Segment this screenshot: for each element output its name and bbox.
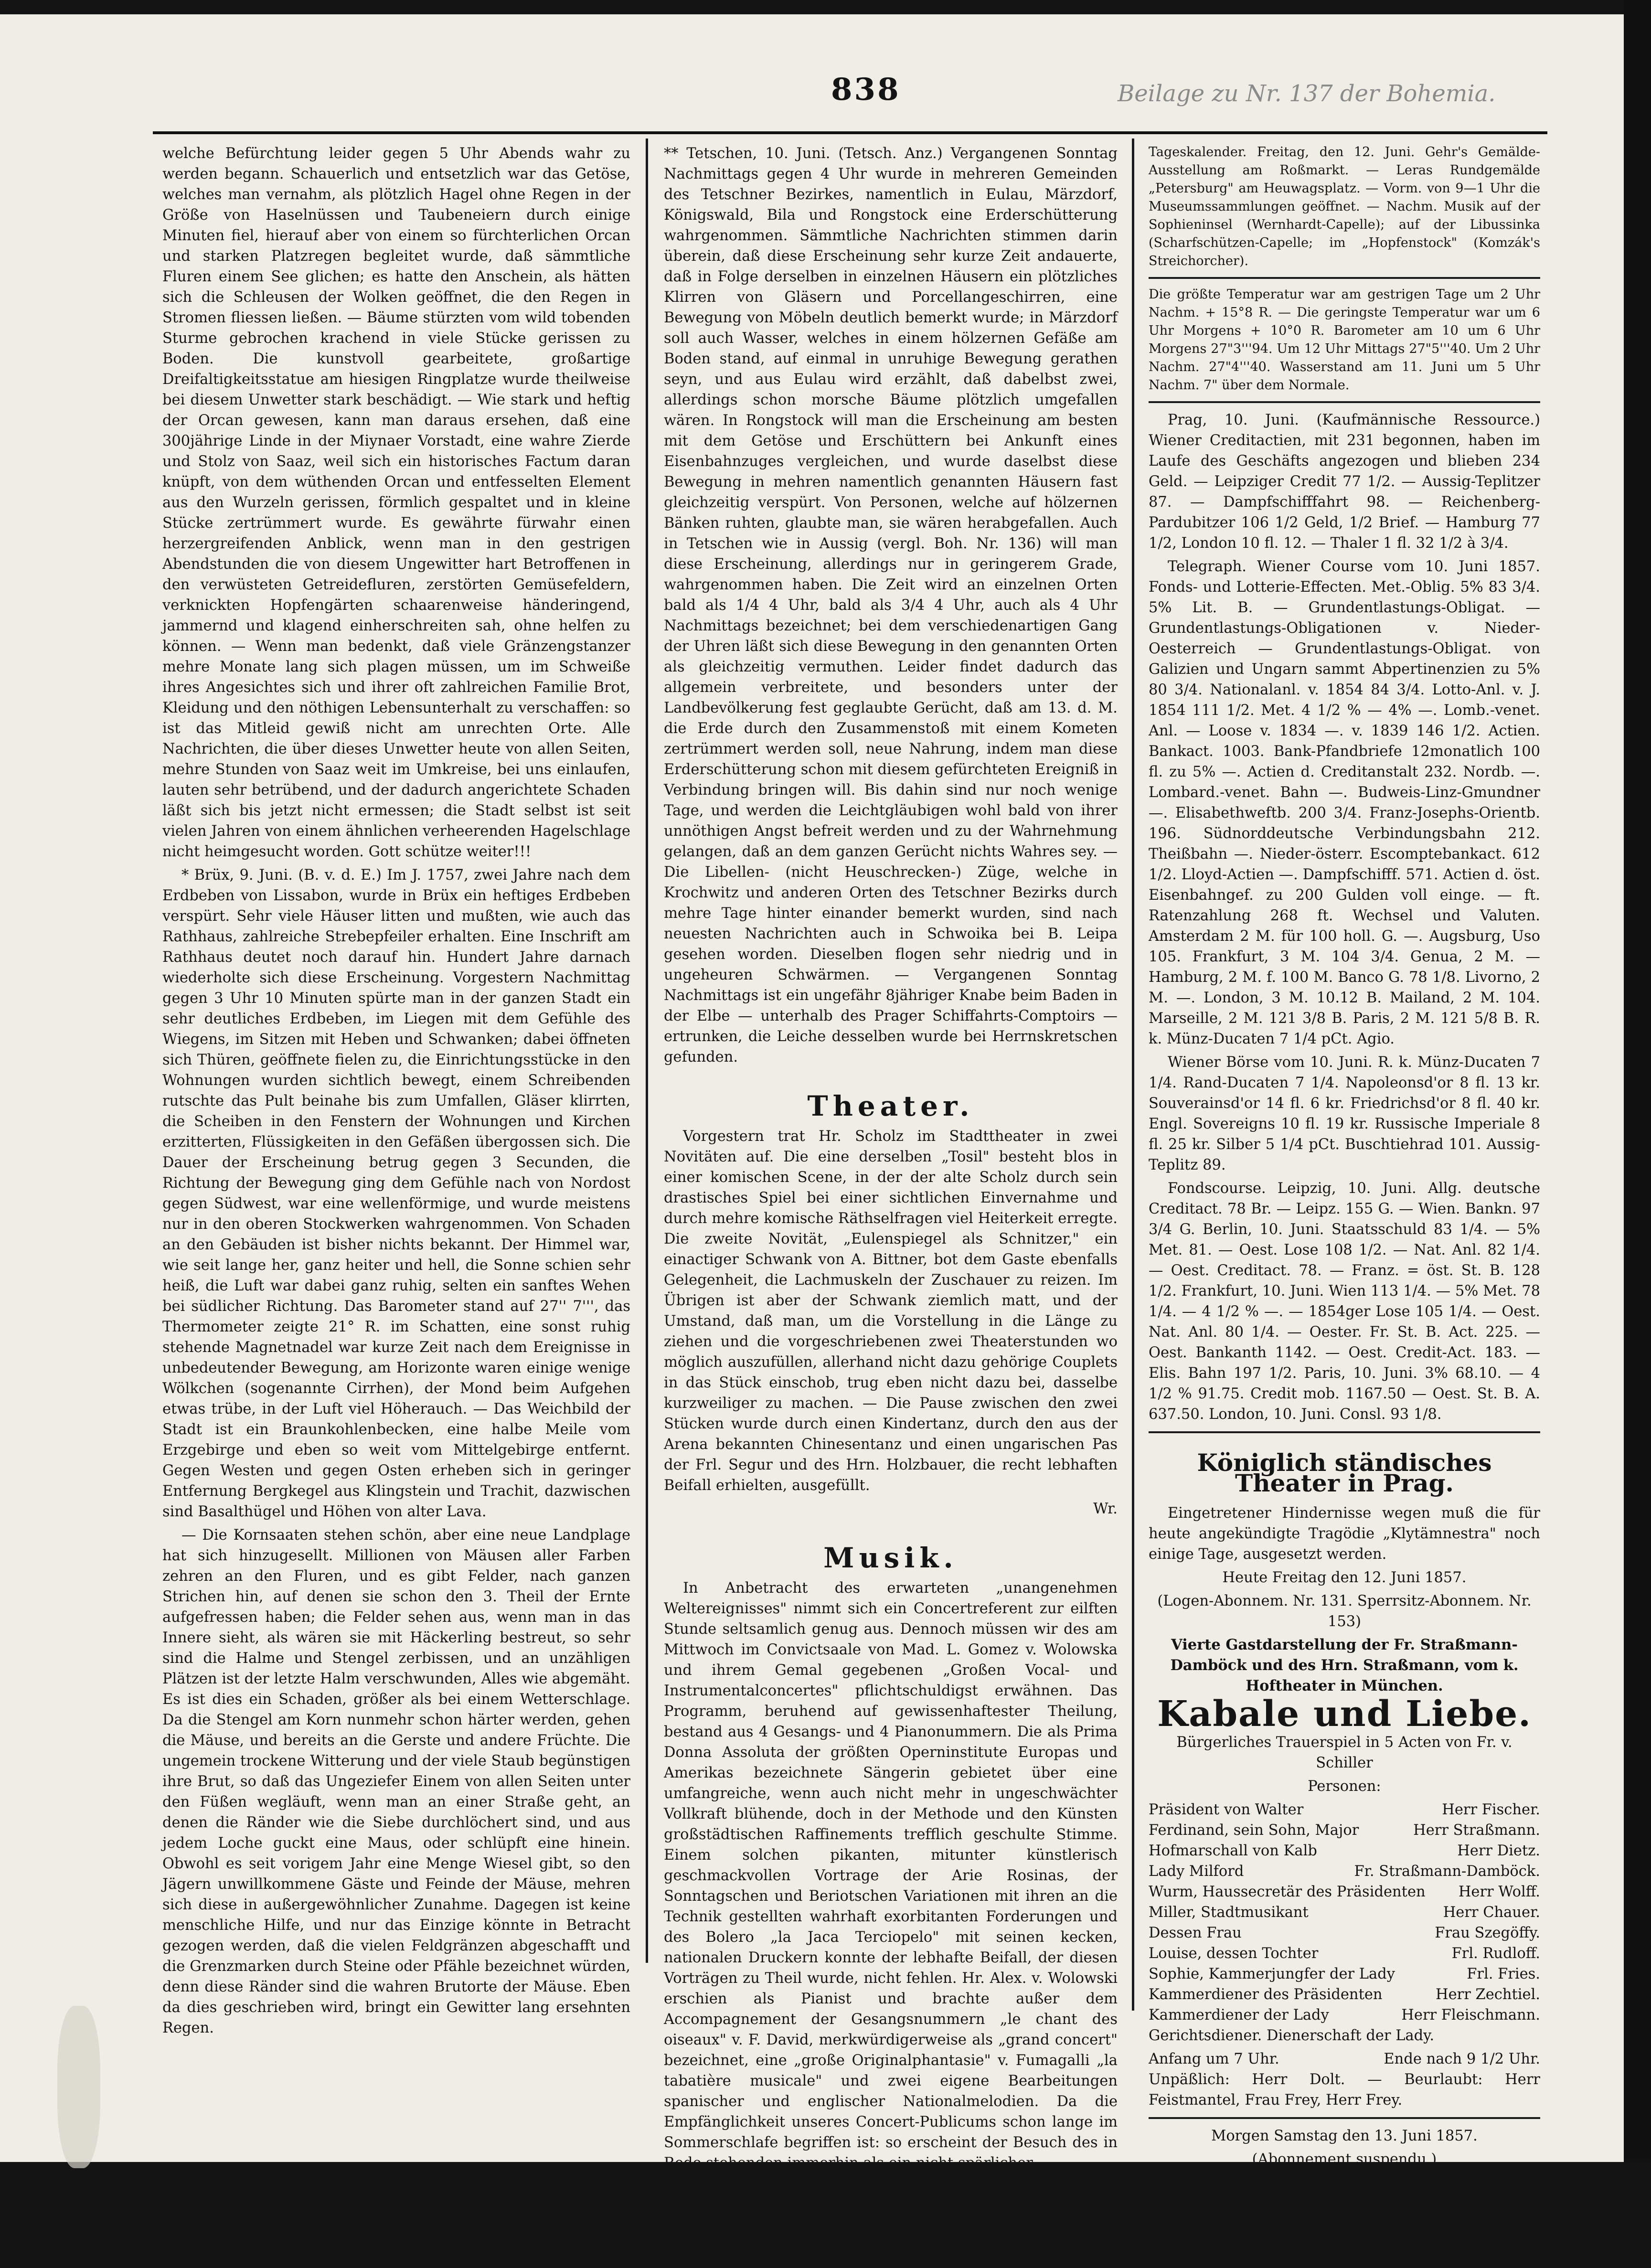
actor: Frau Szegöffy. — [1435, 1925, 1540, 1941]
page-number: 838 — [831, 72, 901, 107]
role: Lady Milford — [1149, 1863, 1244, 1880]
next-performance-date: Morgen Samstag den 13. Juni 1857. — [1211, 2128, 1478, 2144]
opera-title: Die Hochzeit des Figaro. — [1173, 2216, 1516, 2245]
actor: Herr Straßmann. — [1413, 1822, 1540, 1839]
end-time: Ende nach 9 1/2 Uhr. — [1384, 2051, 1540, 2067]
musik-signature: V. — [1105, 2178, 1118, 2195]
start-time: Anfang um 7 Uhr. — [1149, 2051, 1279, 2067]
role: Miller, Stadtmusikant — [1149, 1904, 1309, 1921]
cast-row — [1149, 1943, 1540, 1964]
actor: Herr Fischer. — [1442, 1801, 1540, 1818]
performance-date: Heute Freitag den 12. Juni 1857. — [1222, 1569, 1467, 1586]
actor: Herr Wolff. — [1458, 1884, 1540, 1900]
cast-extras: Gerichtsdiener. Dienerschaft der Lady. — [1149, 2027, 1435, 2044]
cast-row — [1149, 1964, 1540, 1984]
tageskalender: Tageskalender. Freitag, den 12. Juni. Gehr's Gemälde-Ausstellung am Roßmarkt. — Leras Rundgemälde „Petersburg" am Heuwagsplatz. — Vorm. von 9—1 Uhr die Museumssammlungen geöffnet. — Nachm. Musik auf der Sophieninsel (Wernhardt-Capelle); auf der Libussinka (Scharfschützen-Capelle; im „Hopfenstock" (Komzák's Streichorcher). — [1149, 145, 1540, 268]
header-rule — [153, 131, 1547, 134]
rule — [1149, 1431, 1540, 1433]
tetschen-report: ** Tetschen, 10. Juni. (Tetsch. Anz.) Vergangenen Sonntag Nachmittags gegen 4 Uhr wurde in mehreren Gemeinden des Tetschner Bezirkes, namentlich in Eulau, Märzdorf, Königswald, Bila und Rongstock eine Erderschütterung wahrgenommen. Sämmtliche Nachrichten stimmen darin überein, daß diese Erscheinung sehr kurze Zeit andauerte, daß in Folge derselben in einzelnen Häusern ein plötzliches Klirren von Gläsern und Porcellangeschirren, eine Bewegung von Möbeln deutlich bemerkt wurde; in Märzdorf soll auch Wasser, welches in einem hölzernen Gefäße am Boden stand, auf einmal in unruhige Bewegung gerathen seyn, und aus Eulau wird erzählt, daß dabelbst zwei, allerdings schon morsche Bäume plötzlich umgefallen wären. In Rongstock will man die Erscheinung am besten mit dem Getöse und Erschüttern bei Ankunft eines Eisenbahnzuges vergleichen, und wurde daselbst diese Bewegung in mehren namentlich genannten Häusern fast gleichzeitig verspürt. Von Personen, welche auf hölzernen Bänken ruhten, glaubte man, sie wären herabgefallen. Auch in Tetschen wie in Aussig (vergl. Boh. Nr. 136) will man diese Erscheinung, allerdings nur in geringerem Grade, wahrgenommen haben. Die Zeit wird an einzelnen Orten bald als 1/4 4 Uhr, bald als 3/4 4 Uhr, auch als 4 Uhr Nachmittags bezeichnet; bei dem verschiedenartigen Gang der Uhren läßt sich diese Bewegung in den genannten Orten als gleichzeitig vermuthen. Leider findet dadurch das allgemein verbreitete, und besonders unter der Landbevölkerung fest geglaubte Gerücht, daß am 13. d. M. die Erde durch den Zusammenstoß mit einem Kometen zertrümmert werden soll, neue Nahrung, indem man diese Erderschütterung schon mit diesem gefürchteten Ereigniß in Verbindung bringen will. Bis dahin sind nur noch wenige Tage, und werden die Leichtgläubigen wohl bald von ihrer unnöthigen Angst befreit werden und zu der Wahrnehmung gelangen, daß an dem ganzen Gerücht nichts Wahres sey. — Die Libellen- (nicht Heuschrecken-) Züge, welche in Krochwitz und anderen Orten des Tetschner Bezirks durch mehre Tage hinter einander bemerkt wurden, sind nach neuesten Nachrichten auch in Schwoika bei B. Leipa gesehen worden. Dieselben flogen sehr niedrig und in ungeheuren Schwärmen. — Vergangenen Sonntag Nachmittags ist ein ungefähr 8jähriger Knabe beim Baden in der Elbe — unterhalb des Prager Schiffahrts-Comptoirs — ertrunken, die Leiche desselben wurde bei Herrnskretschen gefunden. — [664, 145, 1118, 1065]
abonnement-suspended: (Abonnement suspendu.) — [1252, 2151, 1437, 2168]
theater-announcement-title: Königlich ständisches Theater in Prag. — [1197, 1448, 1492, 1497]
fondscourse: Fondscourse. Leipzig, 10. Juni. Allg. deutsche Creditact. 78 Br. — Leipz. 155 G. — Wien. Bankn. 97 3/4 G. Berlin, 10. Juni. Staatsschuld 83 1/4. — 5% Met. 81. — Oest. Lose 108 1/2. — Nat. Anl. 82 1/4. — Oest. Creditact. 78. — Franz. = öst. St. B. 128 1/2. Frankfurt, 10. Juni. Wien 113 1/4. — 5% Met. 78 1/4. — 4 1/2 % —. — 1854ger Lose 105 1/4. — Oest. Nat. Anl. 80 1/4. — Oester. Fr. St. B. Act. 225. — Oest. Bankanth 1142. — Oest. Credit-Act. 183. — Elis. Bahn 197 1/2. Paris, 10. Juni. 3% 68.10. — 4 1/2 % 91.75. Credit mob. 1167.50 — Oest. St. B. A. 637.50. London, 10. Juni. Consl. 93 1/8. — [1149, 1180, 1540, 1423]
guest-performance: Vierte Gastdarstellung der Fr. Straßmann-Damböck und des Hrn. Straßmann, vom k. Hoftheater in München. — [1170, 1636, 1519, 1694]
times-row — [1149, 2049, 1540, 2069]
cast-row — [1149, 1902, 1540, 1923]
cast-row — [1149, 2005, 1540, 2025]
actor: Frl. Rudloff. — [1451, 1945, 1540, 1962]
role: Kammerdiener der Lady — [1149, 2007, 1329, 2023]
cast-row — [1149, 1923, 1540, 1943]
cast-row — [1149, 1984, 1540, 2005]
role: Sophie, Kammerjungfer der Lady — [1149, 1966, 1395, 1982]
role: Hofmarschall von Kalb — [1149, 1842, 1317, 1859]
actor: Fr. Straßmann-Damböck. — [1354, 1863, 1540, 1880]
actor: Herr Fleischmann. — [1401, 2007, 1540, 2023]
column-3 — [1149, 143, 1540, 2266]
scan-edge — [1624, 0, 1651, 2162]
musik-review: In Anbetracht des erwarteten „unangenehmen Weltereignisses" nimmt sich ein Concertreferent zur eilften Stunde seltsamlich genug aus. Dennoch müssen wir des am Mittwoch im Convictsaale von Mad. L. Gomez v. Wolowska und ihrem Gemal gegebenen „Großen Vocal- und Instrumentalconcertes" pflichtschuldigst erwähnen. Das Programm, beruhend auf gewissenhaftester Theilung, bestand aus 4 Gesangs- und 4 Pianonummern. Die als Prima Donna Assoluta der größten Operninstitute Europas und Amerikas bezeichnete Sängerin gebietet über eine umfangreiche, wenn auch nicht mehr in ungeschwächter Vollkraft blühende, doch in der Methode und den Künsten großstädtischen Raffinements trefflich geschulte Stimme. Einem solchen pikanten, mitunter künstlerisch geschmackvollen Vortrage der Arie Rosinas, der Sonntagschen und Beriotschen Variationen mit ihren an die Technik gestellten wahrhaft exorbitanten Forderungen und des Bolero „la Jaca Terciopelo" mit seinen kecken, nationalen Druckern konnte der lebhafte Beifall, der diesen Vorträgen zu Theil wurde, nicht fehlen. Hr. Alex. v. Wolowski erschien als Pianist und brachte außer dem Accompagnement der Gesangsnummern „le chant des oiseaux" v. F. David, merkwürdigerweise als „grand concert" bezeichnet, eine „große Originalphantasie" v. Fumagalli „la tabatière musicale" und zwei eigene Bearbeitungen spanischer und englischer Nationalmelodien. Da die Empfänglichkeit unseres Concert-Publicums schon lange im Sommerschlafe begriffen ist: so erscheint der Besuch des in Rede stehenden immerhin als ein nicht spärlicher. — [664, 1580, 1118, 2172]
role: Dessen Frau — [1149, 1925, 1242, 1941]
benefit-performance: Vierte Gastdarstellung und zum Vortheile des Frls. Louise Liebhardt. — [1158, 2174, 1531, 2212]
cast-row — [1149, 1882, 1540, 1902]
newspaper-page — [0, 14, 1624, 2266]
cast-heading: Personen: — [1308, 1778, 1381, 1795]
column-divider-2 — [1132, 138, 1134, 2011]
actor: Herr Zechtiel. — [1436, 1986, 1540, 2003]
theater-heading: Theater. — [807, 1090, 974, 1122]
brux-earthquake-report: * Brüx, 9. Juni. (B. v. d. E.) Im J. 1757, zwei Jahre nach dem Erdbeben von Lissabon, wurde in Brüx ein heftiges Erdbeben verspürt. Sehr viele Häuser litten und mußten, wie auch das Rathhaus, zahlreiche Strebepfeiler erhalten. Eine Inschrift am Rathhaus deutet noch darauf hin. Hundert Jahre darnach wiederholte sich diese Erscheinung. Vorgestern Nachmittag gegen 3 Uhr 10 Minuten spürte man in der ganzen Stadt ein sehr deutliches Erdbeben, im Liegen mit dem Gefühle des Wiegens, im Sitzen mit Heben und Schwanken; dabei öffneten sich Thüren, geöffnete fielen zu, die Einrichtungsstücke in den Wohnungen wurden sichtlich bewegt, einem Schreibenden rutschte das Pult beinahe bis zum Umfallen, Gläser klirrten, die Scheiben in den Fenstern der Wohnungen und Kirchen erzitterten, Flüssigkeiten in den Gefäßen übergossen sich. Die Dauer der Erscheinung betrug gegen 3 Secunden, die Richtung der Bewegung ging dem Gefühle nach von Nordost gegen Südwest, war eine wellenförmige, und wurde meistens nur in den oberen Stockwerken wahrgenommen. Von Schaden an den Gebäuden ist bisher nichts bekannt. Der Himmel war, wie seit lange her, ganz heiter und hell, die Sonne schien sehr heiß, die Luft war dabei ganz ruhig, selten ein sanftes Wehen bei südlicher Richtung. Das Barometer stand auf 27'' 7''', das Thermometer zeigte 21° R. im Schatten, eine sonst ruhig stehende Magnetnadel war kurze Zeit nach dem Ereignisse in unbedeutender Bewegung, am Horizonte waren einige wenige Wölkchen (sogenannte Cirrhen), der Mond beim Aufgehen etwas trübe, in der Luft viel Höherauch. — Das Weichbild der Stadt ist ein Braunkohlenbecken, eine halbe Meile vom Erzgebirge und eben so weit vom Mittelgebirge entfernt. Gegen Westen und gegen Osten erheben sich in geringer Entfernung Bergkegel aus Klingstein und Trachit, dazwischen sind Basalthügel und Höhen von alter Lava. — [162, 867, 630, 1520]
weather-report: Die größte Temperatur war am gestrigen Tage um 2 Uhr Nachm. + 15°8 R. — Die geringste Temperatur war um 6 Uhr Morgens + 10°0 R. Barometer am 10 um 6 Uhr Morgens 27"3'''94. Um 12 Uhr Mittags 27"5'''40. Um 2 Uhr Nachm. 27"4'''40. Wasserstand am 11. Juni um 5 Uhr Nachm. 7" über dem Normale. — [1149, 287, 1540, 393]
column-1 — [162, 143, 630, 2063]
rule — [1149, 401, 1540, 403]
vienna-telegraph-course: Telegraph. Wiener Course vom 10. Juni 1857. Fonds- und Lotterie-Effecten. Met.-Oblig. 5% 83 3/4. 5% Lit. B. — Grundentlastungs-Obligat. — Grundentlastungs-Obligationen v. Nieder-Oesterreich — Grundentlastungs-Obligat. von Galizien und Ungarn sammt Abpertinenzien zu 5% 80 3/4. Nationalanl. v. 1854 84 3/4. Lotto-Anl. v. J. 1854 111 1/2. Met. 4 1/2 % — 4% —. Lomb.-venet. Anl. — Loose v. 1834 —. v. 1839 146 1/2. Actien. Bankact. 1003. Bank-Pfandbriefe 12monatlich 100 fl. zu 5% —. Actien d. Creditanstalt 232. Nordb. —. Lombard.-venet. Bahn —. Budweis-Linz-Gmundner —. Elisabethweftb. 200 3/4. Franz-Josephs-Orientb. 196. Südnorddeutsche Verbindungsbahn 212. Theißbahn —. Nieder-österr. Escomptebankact. 612 1/2. Lloyd-Actien —. Dampfschifff. 571. Actien d. öst. Eisenbahngef. zu 200 Gulden voll einge. — ft. Ratenzahlung 268 ft. Wechsel und Valuten. Amsterdam 2 M. für 100 holl. G. —. Augsburg, Uso 105. Frankfurt, 3 M. 104 3/4. Genua, 2 M. — Hamburg, 2 M. f. 100 M. Banco G. 78 1/8. Livorno, 2 M. —. London, 3 M. 10.12 B. Mailand, 2 M. 104. Marseille, 2 M. 121 3/8 B. Paris, 2 M. 121 5/8 B. R. k. Münz-Ducaten 7 1/4 pCt. Agio. — [1149, 558, 1540, 1047]
saaz-hail-report: welche Befürchtung leider gegen 5 Uhr Abends wahr zu werden begann. Schauerlich und entsetzlich war das Getöse, welches man vernahm, als plötzlich Hagel ohne Regen in der Größe von Haselnüssen und Taubeneiern durch einige Minuten fiel, hierauf aber von einem so fürchterlichen Orcan und starken Platzregen begleitet wurde, daß sämmtliche Fluren einem See glichen; es hatte den Anschein, als hätten sich die Schleusen der Wolken geöffnet, die den Regen in Stromen fliessen ließen. — Bäume stürzten vom wild tobenden Sturme gebrochen krachend in viele Stücke gerissen zu Boden. Die kunstvoll gearbeitete, großartige Dreifaltigkeitsstatue am hiesigen Ringplatze wurde theilweise bei diesem Unwetter stark beschädigt. — Wie stark und heftig der Orcan gewesen, kann man daraus ersehen, daß eine 300jährige Linde in der Miynaer Vorstadt, eine wahre Zierde und Stolz von Saaz, weil sich ein historisches Factum daran knüpft, von dem wüthenden Orcan und entfesselten Element aus den Wurzeln gerissen, förmlich gespaltet und in kleine Stücke zertrümmert wurde. Es gewährte fürwahr einen herzergreifenden Anblick, wenn man in den gestrigen Abendstunden die von diesem Ungewitter hart Betroffenen in den verwüsteten Getreidefluren, zerstörten Gemüsefeldern, verknickten Hopfengärten schaarenweise händeringend, jammernd und klagend einherschreiten sah, ohne helfen zu können. — Wenn man bedenkt, daß viele Gränzengstanzer mehre Monate lang sich plagen müssen, um im Schweiße ihres Angesichtes sich und ihrer oft zahlreichen Familie Brot, Kleidung und den nöthigen Lebensunterhalt zu verschaffen: so ist das Mitleid gewiß nicht am unrechten Orte. Alle Nachrichten, die über dieses Unwetter heute von allen Seiten, mehre Stunden von Saaz weit im Umkreise, bei uns einlaufen, lauten sehr betrübend, und der dadurch angerichtete Schaden läßt sich bis jetzt nicht ermessen; die Stadt selbst ist seit vielen Jahren von einem ähnlichen verheerenden Hagelschlage nicht heimgesucht worden. Gott schütze weiter!!! — [162, 145, 630, 860]
column-divider-1 — [646, 138, 648, 1963]
cast-row — [1149, 1799, 1540, 1820]
theater-review: Vorgestern trat Hr. Scholz im Stadttheater in zwei Novitäten auf. Die eine derselben „Tosil" besteht blos in einer komischen Scene, in der der alte Scholz durch sein drastisches Spiel bei einer sichtlichen Einvernahme und durch mehre komische Räthselfragen viel Heiterkeit erregte. Die zweite Novität, „Eulenspiegel als Schnitzer," ein einactiger Schwank von A. Bittner, bot dem Gaste ebenfalls Gelegenheit, die Lachmuskeln der Zuschauer zu reizen. Im Übrigen ist aber der Schwank ziemlich matt, und der Umstand, daß man, um die Vorstellung in die Länge zu ziehen und die vorgeschriebenen zwei Theaterstunden wo möglich auszufüllen, allerhand nicht dazu gehörige Couplets in das Stück einschob, trug eben nicht dazu bei, dasselbe kurzweiliger zu machen. — Die Pause zwischen den zwei Stücken wurde durch einen Kindertanz, durch den aus der Arena bekannten Chinesentanz und einen ungarischen Pas der Frl. Segur und des Hrn. Holzbauer, die recht lebhaften Beifall erhielten, ausgefüllt. — [664, 1128, 1118, 1494]
vienna-exchange: Wiener Börse vom 10. Juni. R. k. Münz-Ducaten 7 1/4. Rand-Ducaten 7 1/4. Napoleonsd'or 8 fl. 13 kr. Souverainsd'or 14 fl. 6 kr. Friedrichsd'or 8 fl. 40 kr. Engl. Sovereigns 10 fl. 19 kr. Russische Imperiale 8 fl. 25 kr. Silber 5 1/4 pCt. Buschtiehrad 101. Aussig-Teplitz 89. — [1149, 1054, 1540, 1173]
role: Louise, dessen Tochter — [1149, 1945, 1319, 1962]
cast-row — [1149, 1841, 1540, 1861]
cast-list — [1149, 1799, 1540, 2110]
opera-subtitle: Komische Oper in 2 Acten. Musik von Mozart. — [1174, 2249, 1515, 2266]
cast-row — [1149, 1820, 1540, 1841]
rule — [1149, 277, 1540, 279]
paper-stain — [57, 2006, 100, 2168]
mice-plague-report: — Die Kornsaaten stehen schön, aber eine neue Landplage hat sich hinzugesellt. Millionen von Mäusen aller Farben zehren an den Fluren, und es gibt Felder, nach ganzen Strichen hin, auf denen sie schon den 3. Theil der Ernte aufgefressen haben; die Felder sehen aus, wenn man in das Innere sieht, als wären sie mit Häckerling bestreut, so sehr sind die Halme und Stengel zerbissen, und an unzähligen Plätzen ist der letzte Halm verschwunden, Alles wie abgemäht. Es ist dies ein Schaden, größer als bei einem Wetterschlage. Da die Stengel am Korn nunmehr schon härter werden, gehen die Mäuse, und bereits an die Gerste und andere Früchte. Die ungemein trockene Witterung und der viele Staub begünstigen ihre Brut, so daß das Ungeziefer Einem von allen Seiten unter den Füßen wegläuft, wenn man an einer Straße geht, an denen die Ränder wie die Siebe durchlöchert sind, und aus jedem Loche guckt eine Maus, oder schlüpft eine hinein. Obwohl es seit vorigem Jahr eine Menge Wiesel gibt, so den Jägern unwillkommene Gäste und Feinde der Mäuse, mehren sich diese in außergewöhnlicher Zunahme. Dagegen ist keine menschliche Hilfe, und nur das Einzige könnte in Betracht gezogen werden, daß die vielen Feldgränzen abgeschafft und die Grenzmarken durch Steine oder Pfähle bezeichnet würden, denn diese Ränder sind die wahren Brutorte der Mäuse. Eben da dies geschrieben wird, bringt ein Gewitter lang ersehnten Regen. — [162, 1527, 630, 2036]
role: Kammerdiener des Präsidenten — [1149, 1986, 1383, 2003]
play-subtitle: Bürgerliches Trauerspiel in 5 Acten von Fr. v. Schiller — [1176, 1734, 1513, 1771]
role: Ferdinand, sein Sohn, Major — [1149, 1822, 1359, 1839]
actor: Herr Chauer. — [1443, 1904, 1540, 1921]
musik-heading: Musik. — [823, 1542, 958, 1574]
actor: Herr Dietz. — [1457, 1842, 1540, 1859]
running-head: Beilage zu Nr. 137 der Bohemia. — [1118, 80, 1496, 107]
theater-notice: Eingetretener Hindernisse wegen muß die für heute angekündigte Tragödie „Klytämnestra" noch einige Tage, ausgesetzt werden. — [1149, 1505, 1540, 1563]
actor: Frl. Fries. — [1467, 1966, 1540, 1982]
absence-note: Unpäßlich: Herr Dolt. — Beurlaubt: Herr Feistmantel, Frau Frey, Herr Frey. — [1149, 2071, 1540, 2108]
abonnement-info: (Logen-Abonnem. Nr. 131. Sperrsitz-Abonnem. Nr. 153) — [1157, 1593, 1532, 1630]
role: Wurm, Haussecretär des Präsidenten — [1149, 1884, 1426, 1900]
role: Präsident von Walter — [1149, 1801, 1304, 1818]
prague-exchange: Prag, 10. Juni. (Kaufmännische Ressource.) Wiener Creditactien, mit 231 begonnen, haben im Laufe des Geschäfts angezogen und blieben 234 Geld. — Leipziger Credit 77 1/2. — Aussig-Teplitzer 87. — Dampfschifffahrt 98. — Reichenberg-Pardubitzer 106 1/2 Geld, 1/2 Brief. — Hamburg 77 1/2, London 10 fl. 12. — Thaler 1 fl. 32 1/2 à 3/4. — [1149, 412, 1540, 552]
column-2 — [664, 143, 1118, 2195]
play-title: Kabale und Liebe. — [1157, 1693, 1532, 1735]
rule — [1149, 2117, 1540, 2119]
cast-row — [1149, 1861, 1540, 1882]
theater-signature: Wr. — [1093, 1501, 1118, 1517]
